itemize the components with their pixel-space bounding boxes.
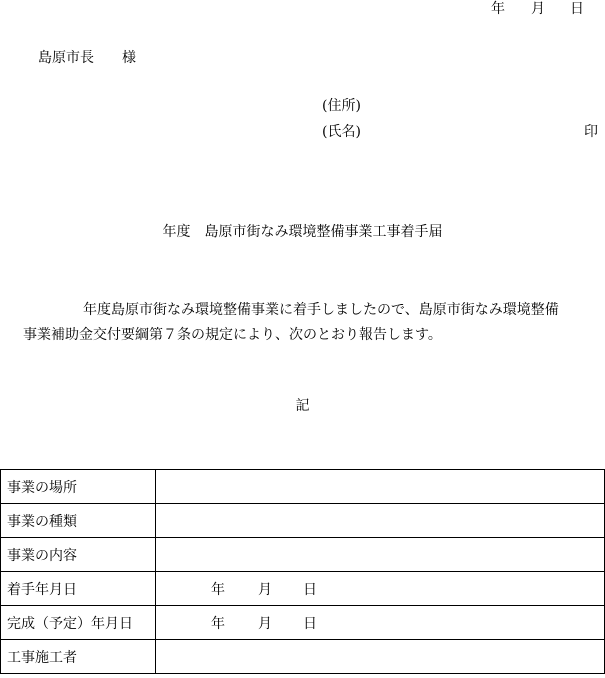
document-date	[491, 2, 584, 16]
body-line-1: 年度島原市街なみ環境整備事業に着手しましたので、島原市街なみ環境整備	[83, 302, 559, 318]
ki-heading: 記	[295, 398, 310, 414]
seal-mark: 印	[584, 124, 598, 140]
start-year: 年	[211, 581, 225, 598]
report-table	[0, 469, 605, 674]
start-day: 日	[303, 581, 317, 598]
table-row	[1, 538, 605, 572]
row-label-contractor: 工事施工者	[1, 640, 156, 674]
row-label-completion-date: 完成（予定）年月日	[1, 606, 156, 640]
table-row	[1, 606, 605, 640]
date-year: 年	[491, 1, 505, 17]
row-label-content: 事業の内容	[1, 538, 156, 572]
body-paragraph	[23, 298, 603, 348]
table-row	[1, 640, 605, 674]
date-month: 月	[531, 1, 545, 17]
date-day: 日	[570, 1, 584, 17]
row-value-content[interactable]	[156, 538, 605, 572]
row-value-completion-date[interactable]	[156, 606, 605, 640]
document-title: 年度 島原市街なみ環境整備事業工事着手届	[162, 224, 443, 240]
body-line-2: 事業補助金交付要綱第７条の規定により、次のとおり報告します。	[23, 327, 442, 343]
row-value-type[interactable]	[156, 504, 605, 538]
row-label-type: 事業の種類	[1, 504, 156, 538]
table-row	[1, 572, 605, 606]
table-row	[1, 470, 605, 504]
applicant-name-label: (氏名)	[322, 124, 361, 140]
completion-month: 月	[258, 615, 272, 632]
row-value-location[interactable]	[156, 470, 605, 504]
completion-day: 日	[303, 615, 317, 632]
row-value-start-date[interactable]	[156, 572, 605, 606]
start-month: 月	[258, 581, 272, 598]
addressee: 島原市長 様	[38, 50, 136, 66]
completion-year: 年	[211, 615, 225, 632]
row-label-start-date: 着手年月日	[1, 572, 156, 606]
table-row	[1, 504, 605, 538]
row-value-contractor[interactable]	[156, 640, 605, 674]
row-label-location: 事業の場所	[1, 470, 156, 504]
applicant-address-label: (住所)	[322, 98, 361, 114]
